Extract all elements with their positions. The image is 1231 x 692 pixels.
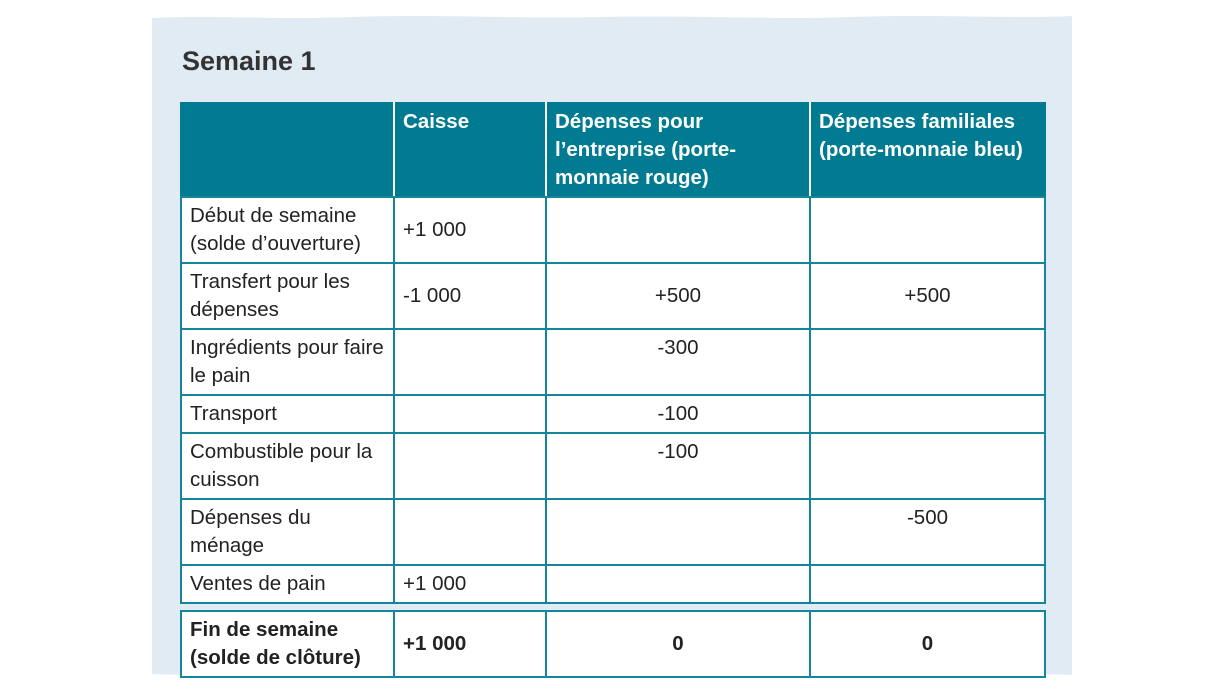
page-title: Semaine 1 (182, 46, 316, 76)
table-header-row (181, 103, 1045, 197)
cell-entreprise: +500 (546, 263, 810, 329)
cell-familiales (810, 395, 1045, 433)
cell-entreprise: -300 (546, 329, 810, 395)
row-label: Dépenses du ménage (181, 499, 394, 565)
row-label: Combustible pour la cuisson (181, 433, 394, 499)
row-label: Transport (181, 395, 394, 433)
cell-caisse (394, 433, 546, 499)
cell-familiales (810, 565, 1045, 603)
row-separator (181, 603, 1045, 611)
header-empty (181, 103, 394, 197)
cell-caisse (394, 329, 546, 395)
torn-edge-top (152, 14, 1072, 22)
total-familiales: 0 (810, 611, 1045, 677)
row-label: Transfert pour les dépenses (181, 263, 394, 329)
table-row (181, 329, 1045, 395)
worksheet-card (152, 18, 1072, 674)
cell-caisse (394, 395, 546, 433)
cell-familiales (810, 433, 1045, 499)
cell-entreprise: -100 (546, 433, 810, 499)
table-row (181, 263, 1045, 329)
total-row (181, 611, 1045, 677)
total-label: Fin de semaine (solde de clôture) (181, 611, 394, 677)
total-entreprise: 0 (546, 611, 810, 677)
cell-entreprise: -100 (546, 395, 810, 433)
cell-caisse (394, 499, 546, 565)
table-row (181, 197, 1045, 263)
cell-entreprise (546, 197, 810, 263)
header-depenses-familiales: Dépenses familiales (porte-monnaie bleu) (810, 103, 1045, 197)
cell-caisse: +1 000 (394, 197, 546, 263)
header-caisse: Caisse (394, 103, 546, 197)
row-label: Ingrédients pour faire le pain (181, 329, 394, 395)
cell-entreprise (546, 499, 810, 565)
table-row (181, 433, 1045, 499)
row-label: Ventes de pain (181, 565, 394, 603)
cell-familiales (810, 329, 1045, 395)
cell-familiales (810, 197, 1045, 263)
cell-familiales: -500 (810, 499, 1045, 565)
row-label: Début de semaine (solde d’ouverture) (181, 197, 394, 263)
cell-entreprise (546, 565, 810, 603)
table-row (181, 499, 1045, 565)
ledger-table (180, 102, 1046, 678)
header-depenses-entreprise: Dépenses pour l’entreprise (porte-monnaie rouge) (546, 103, 810, 197)
table-row (181, 395, 1045, 433)
cell-familiales: +500 (810, 263, 1045, 329)
table-row (181, 565, 1045, 603)
cell-caisse: +1 000 (394, 565, 546, 603)
cell-caisse: -1 000 (394, 263, 546, 329)
total-caisse: +1 000 (394, 611, 546, 677)
